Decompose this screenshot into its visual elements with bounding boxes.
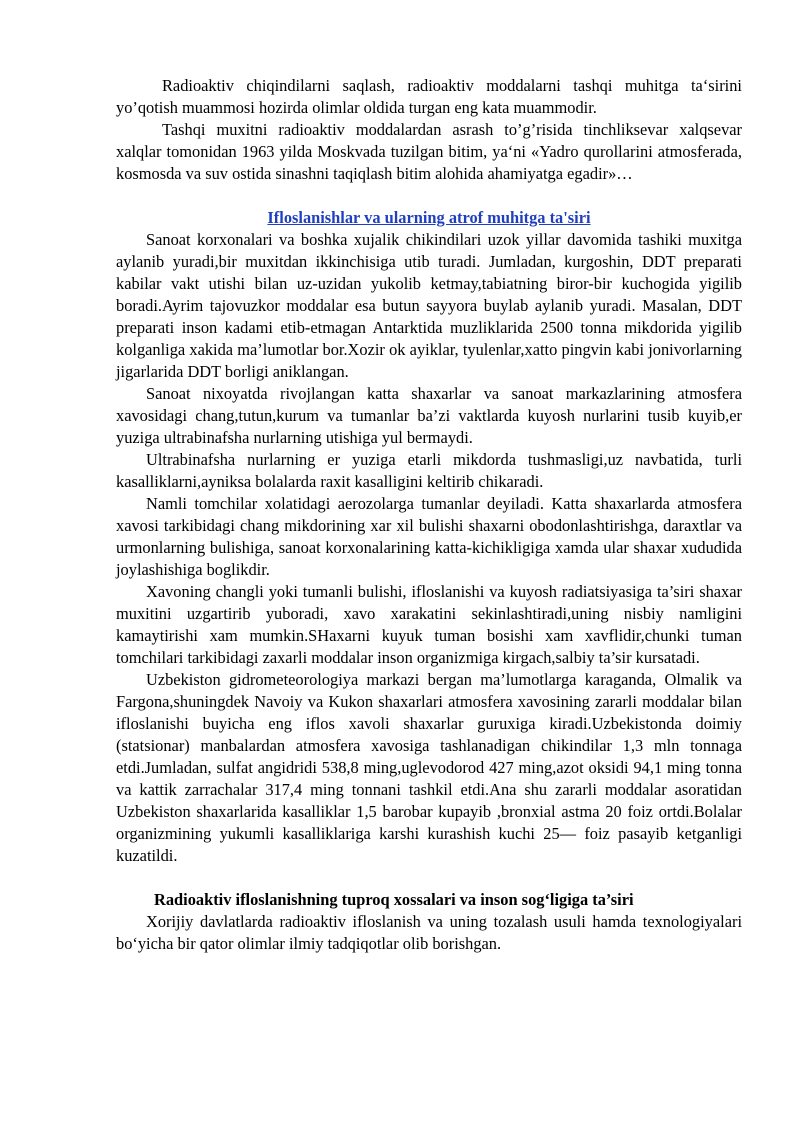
section-heading-link[interactable]: Ifloslanishlar va ularning atrof muhitga ta'siri: [267, 208, 591, 227]
body-paragraph-3: Ultrabinafsha nurlarning er yuziga etarli mikdorda tushmasligi,uz navbatida, turli kasalliklarni,ayniksa bolalarda raxit kasalligini keltirib chikaradi.: [116, 450, 742, 491]
intro-paragraph-2: Tashqi muxitni radioaktiv moddalardan asrash to’g’risida tinchliksevar xalqsevar xalqlar tomonidan 1963 yilda Moskvada tuzilgan bitim, ya‘ni «Yadro qurollarini atmosferada, kosmosda va suv ostida sinashni taqiqlash bitim alohida ahamiyatga egadir»…: [116, 120, 742, 183]
spacer: [116, 867, 742, 889]
body-paragraph-5: Xavoning changli yoki tumanli bulishi, ifloslanishi va kuyosh radiatsiyasiga ta’siri shaxar muxitini uzgartirib yuboradi, xavo xarakatini sekinlashtiradi,uning nisbiy namligini kamaytirishi xam mumkin.SHaxarni kuyuk tuman bosishi xam xavflidir,chunki tuman tomchilari tarkibidagi zaxarli moddalar inson organizmiga kirgach,salbiy ta’sir kursatadi.: [116, 582, 742, 667]
body-paragraph-4: Namli tomchilar xolatidagi aerozolarga tumanlar deyiladi. Katta shaxarlarda atmosfera xavosi tarkibidagi chang mikdorining xar xil bulishi shaxarni obodonlashtirishga, daraxtlar va urmonlarning bulishiga, sanoat korxonalarining katta-kichikligiga xamda ular shaxar xududida joylashishiga boglikdir.: [116, 494, 742, 579]
body-paragraph-7: Xorijiy davlatlarda radioaktiv ifloslanish va uning tozalash usuli hamda texnologiyalari bo‘yicha bir qator olimlar ilmiy tadqiqotlar olib borishgan.: [116, 912, 742, 953]
document-page: [116, 75, 742, 955]
intro-paragraph-1: Radioaktiv chiqindilarni saqlash, radioaktiv moddalarni tashqi muhitga ta‘sirini yo’qotish muammosi hozirda olimlar oldida turgan eng kata muammodir.: [116, 76, 742, 117]
body-paragraph-2: Sanoat nixoyatda rivojlangan katta shaxarlar va sanoat markazlarining atmosfera xavosidagi chang,tutun,kurum va tumanlar ba’zi vaktlarda kuyosh nurlarini tusib kuyib,er yuziga ultrabinafsha nurlarning utishiga yul bermaydi.: [116, 384, 742, 447]
spacer: [116, 185, 742, 207]
section-heading-pollution: [116, 207, 742, 229]
body-paragraph-6: Uzbekiston gidrometeorologiya markazi bergan ma’lumotlarga karaganda, Olmalik va Fargona,shuningdek Navoiy va Kukon shaxarlari atmosfera xavosining zararli moddalar bilan ifloslanishi buyicha eng iflos xavoli shaxarlar guruxiga kiradi.Uzbekistonda doimiy (statsionar) manbalardan atmosfera xavosiga tashlanadigan chikindilar 1,3 mln tonnaga etdi.Jumladan, sulfat angidridi 538,8 ming,uglevodorod 427 ming,azot oksidi 94,1 ming tonna va kattik zarrachalar 317,4 ming tonnani tashkil etdi.Ana shu zararli moddalar asoratidan Uzbekiston shaxarlarida kasalliklar 1,5 barobar kupayib ,bronxial astma 20 foiz ortdi.Bolalar organizmining yukumli kasalliklariga karshi kurashish kuchi 25— foiz pasayib ketganligi kuzatildi.: [116, 670, 742, 865]
section-heading-radioactive: Radioaktiv ifloslanishning tuproq xossalari va inson sog‘ligiga ta’siri: [154, 890, 634, 909]
body-paragraph-1: Sanoat korxonalari va boshka xujalik chikindilari uzok yillar davomida tashiki muxitga aylanib yuradi,bir muxitdan ikkinchisiga utib turadi. Jumladan, kurgoshin, DDT preparati kabilar vakt utishi bilan uz-uzidan yukolib ketmay,tabiatning biror-bir kuchogida yigilib boradi.Ayrim tajovuzkor moddalar esa butun sayyora buylab aylanib yuradi. Masalan, DDT preparati inson kadami etib-etmagan Antarktida muzliklarida 2500 tonna mikdorida yigilib kolganliga xakida ma’lumotlar bor.Xozir ok ayiklar, tyulenlar,xatto pingvin kabi jonivorlarning jigarlarida DDT borligi aniklangan.: [116, 230, 742, 381]
